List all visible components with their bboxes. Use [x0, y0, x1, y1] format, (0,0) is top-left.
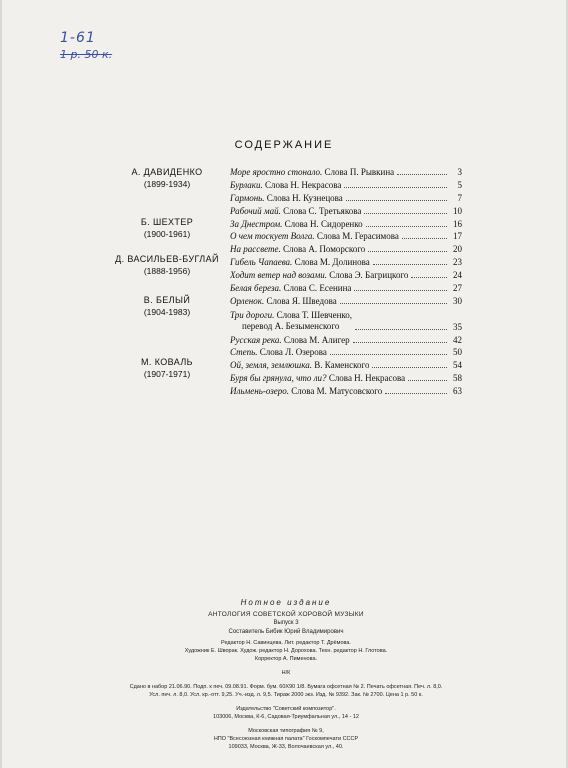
toc-entry[interactable] — [230, 244, 462, 254]
toc-entry[interactable] — [230, 270, 462, 280]
page-number: 58 — [453, 373, 462, 383]
page-number: 5 — [457, 180, 462, 190]
toc-entry[interactable] — [230, 347, 462, 357]
composer-years: (1888-1956) — [143, 266, 191, 276]
leader-dots — [373, 263, 447, 265]
song-author: Слова А. Поморского — [280, 244, 366, 254]
leader-dots — [411, 276, 447, 278]
page-number: 10 — [453, 206, 462, 216]
composer-name: В. БЕЛЫЙ — [143, 295, 191, 305]
song-title: Степь. — [230, 347, 258, 357]
song-author: Слова М. Долинова — [292, 257, 370, 267]
page-number: 20 — [453, 244, 462, 254]
song-title: Море яростно стонало. — [230, 167, 323, 177]
compiler: Составитель Бибик Юрий Владимирович — [228, 629, 344, 635]
page-number: 35 — [453, 322, 462, 332]
printer-address: 109033, Москва, Ж-33, Волочаевская ул., 40. — [228, 744, 344, 750]
composer-years: (1899-1934) — [143, 179, 191, 189]
toc-entry[interactable] — [230, 257, 462, 267]
publisher-address: 103006, Москва, К-6, Садовая-Триумфальная ул., 14 - 12 — [213, 714, 359, 720]
composer-years: (1900-1961) — [143, 229, 191, 239]
song-title: За Днестром. — [230, 219, 283, 229]
imprint — [2, 598, 568, 751]
handwritten-price: 1 р. 50 к. — [60, 48, 113, 61]
leader-dots — [346, 199, 447, 201]
toc-entry[interactable] — [230, 386, 462, 396]
leader-dots — [364, 212, 447, 214]
song-title: На рассвете. — [230, 244, 281, 254]
song-author: Слова М. Алигер — [281, 335, 350, 345]
song-author: Слова М. Герасимова — [314, 231, 399, 241]
leader-dots — [353, 341, 447, 343]
song-translator: перевод А. Безыменского — [242, 321, 340, 331]
composer-bely — [102, 295, 232, 317]
song-title: Орленок. — [230, 296, 265, 306]
page-number: 50 — [453, 347, 462, 357]
composer-name: Б. ШЕХТЕР — [140, 217, 194, 227]
page-number: 54 — [453, 360, 462, 370]
leader-dots — [355, 328, 447, 330]
song-author: Слова Л. Озерова — [257, 347, 327, 357]
toc-entry[interactable] — [230, 335, 462, 345]
page-number: 3 — [457, 167, 462, 177]
song-author: Слова Н. Некрасова — [326, 373, 406, 383]
handwritten-code: 1-61 — [60, 30, 96, 46]
leader-dots — [344, 186, 447, 188]
song-title: Белая береза. — [230, 283, 282, 293]
page-number: 27 — [453, 283, 462, 293]
leader-dots — [372, 366, 447, 368]
song-title: Три дороги. — [230, 310, 275, 320]
song-author: Слова С. Третьякова — [280, 206, 362, 216]
toc-entry[interactable] — [230, 219, 462, 229]
composer-name: М. КОВАЛЬ — [141, 357, 193, 367]
toc-entry[interactable] — [230, 206, 462, 216]
song-title: Бурлаки. — [230, 180, 263, 190]
page-number: 24 — [453, 270, 462, 280]
toc-entry[interactable] — [230, 167, 462, 177]
song-title: О чем тоскует Волга. — [230, 231, 315, 241]
print-details: Усл. печ. л. 8,0. Усл. кр.-отт. 9,25. Уч.-изд. л. 9,5. Тираж 2000 экз. Изд. № 9392. Зак. № 2700. Цена 1 р. 50 к. — [149, 692, 423, 698]
composer-name: А. ДАВИДЕНКО — [131, 167, 203, 177]
leader-dots — [402, 237, 447, 239]
staff-line: Редактор Н. Савинцева. Лит. редактор Т. Дрёмова. — [221, 640, 351, 646]
song-author: Слова Н. Кузнецова — [264, 193, 343, 203]
composer-shekhter — [102, 217, 232, 239]
issue-number: Выпуск 3 — [273, 620, 299, 626]
staff-line: Художник Е. Шворак. Худож. редактор Н. Дорохова. Техн. редактор Н. Глотова. — [184, 648, 388, 654]
publisher-name: Издательство "Советский композитор". — [236, 706, 336, 712]
nk-mark: Н/К — [281, 670, 291, 676]
song-title: Рабочий май. — [230, 206, 281, 216]
page-number: 63 — [453, 386, 462, 396]
leader-dots — [330, 353, 447, 355]
printer-name: Московская типография № 9, — [248, 728, 324, 734]
series-title: АНТОЛОГИЯ СОВЕТСКОЙ ХОРОВОЙ МУЗЫКИ — [208, 611, 364, 618]
song-title: Ой, земля, землюшка. — [230, 360, 312, 370]
leader-dots — [340, 302, 447, 304]
song-author: В. Каменского — [311, 360, 370, 370]
page-number: 30 — [453, 296, 462, 306]
print-details: Сдано в набор 21.06.90. Подп. к печ. 09.08.91. Форм. бум. 60Х90 1/8. Бумага офсетная № 2. Печать офсетная. Печ. л. 8,0. — [129, 684, 443, 690]
song-author: Слова П. Рывкина — [322, 167, 395, 177]
song-title: Ходит ветер над возами. — [230, 270, 327, 280]
toc-entry[interactable] — [230, 360, 462, 370]
song-author: Слова С. Есенина — [281, 283, 352, 293]
song-author: Слова М. Матусовского — [288, 386, 383, 396]
leader-dots — [368, 250, 447, 252]
printer-org: НПО "Всесоюзная книжная палата" Госкомпечати СССР — [213, 736, 359, 742]
composer-davidenko — [102, 167, 232, 189]
staff-line: Корректор А. Пименова. — [254, 656, 318, 662]
song-title: Русская река. — [230, 335, 282, 345]
toc-entry[interactable] — [230, 283, 462, 293]
song-author: Слова Н. Некрасова — [262, 180, 342, 190]
leader-dots — [366, 225, 447, 227]
toc-entry[interactable] — [230, 296, 462, 306]
song-author: Слова Э. Багрицкого — [326, 270, 409, 280]
composer-vasiliev-buglai — [102, 254, 232, 276]
composer-name: Д. ВАСИЛЬЕВ-БУГЛАЙ — [115, 254, 219, 264]
edition-type: Нотное издание — [240, 598, 332, 607]
toc-entry[interactable] — [230, 373, 462, 383]
toc-entry[interactable] — [230, 310, 462, 332]
page-number: 7 — [457, 193, 462, 203]
song-title: Буря бы грянула, что ли? — [230, 373, 327, 383]
song-author: Слова Н. Сидоренко — [282, 219, 363, 229]
composer-years: (1904-1983) — [143, 307, 191, 317]
song-author: Слова Я. Шведова — [264, 296, 337, 306]
toc-title: СОДЕРЖАНИЕ — [234, 139, 334, 151]
leader-dots — [385, 392, 447, 394]
handwritten-price-note — [60, 30, 112, 61]
toc-entry[interactable] — [230, 180, 462, 190]
page-number: 17 — [453, 231, 462, 241]
page-number: 16 — [453, 219, 462, 229]
page-number: 42 — [453, 335, 462, 345]
composer-years: (1907-1971) — [143, 369, 191, 379]
toc-entry[interactable] — [230, 193, 462, 203]
leader-dots — [408, 379, 447, 381]
page-number: 23 — [453, 257, 462, 267]
composer-koval — [102, 357, 232, 379]
song-author: Слова Т. Шевченко, — [274, 310, 353, 320]
leader-dots — [397, 173, 447, 175]
song-title: Ильмень-озеро. — [230, 386, 289, 396]
song-title: Гибель Чапаева. — [230, 257, 293, 267]
song-title: Гармонь. — [230, 193, 265, 203]
leader-dots — [354, 289, 447, 291]
toc-entry[interactable] — [230, 231, 462, 241]
